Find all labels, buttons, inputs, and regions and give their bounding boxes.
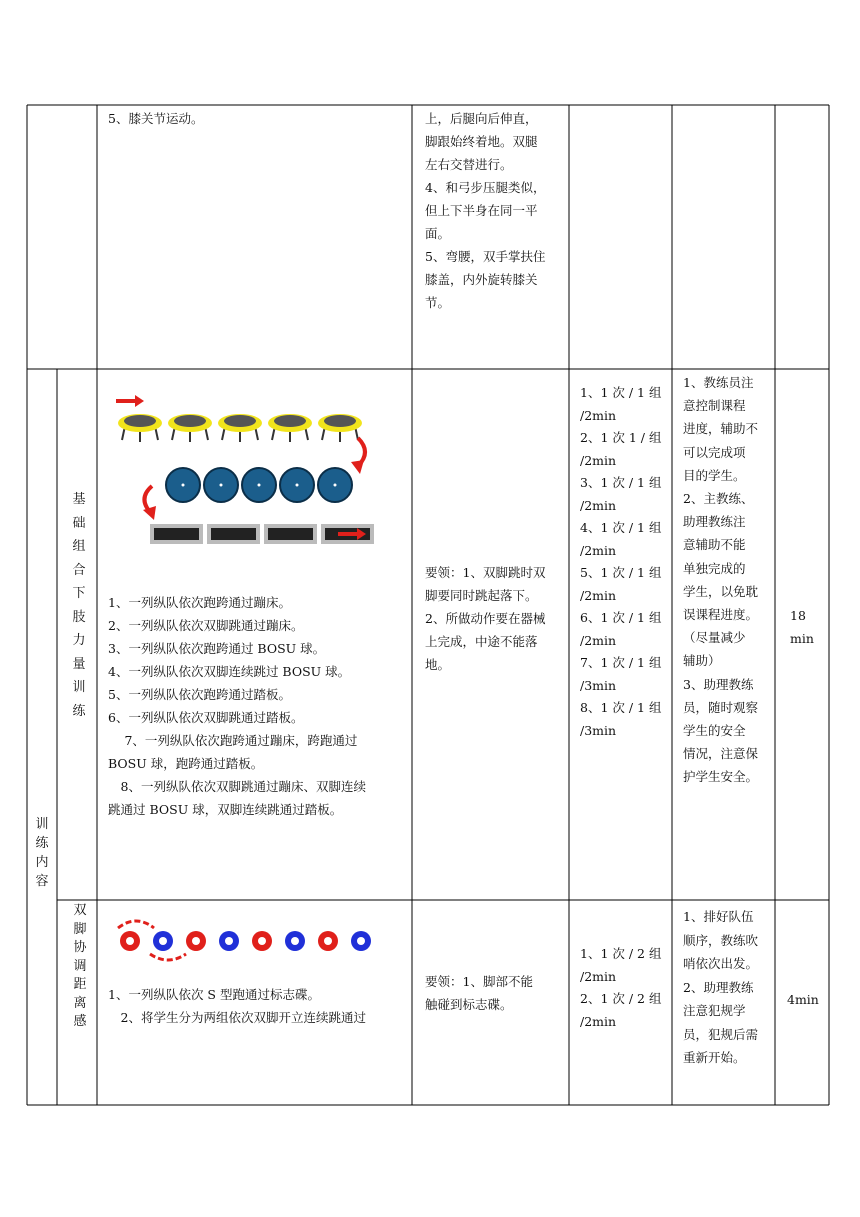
text-line: 目的学生。 [683,467,746,483]
label-char: 肢 [72,609,86,625]
marker-cone-icon [252,931,272,951]
label-char: 量 [72,656,86,672]
text-line: /2min [580,497,617,513]
label-char: 础 [72,515,86,531]
row3-content [108,983,366,1029]
text-line: 跳通过 BOSU 球，双脚连续跳通过踏板。 [108,802,343,817]
bosu-ball-icon [280,468,314,502]
text-line: BOSU 球，跑跨通过踏板。 [108,756,264,771]
text-line: （尽量减少 [683,630,746,646]
text-line: 8、一列纵队依次双脚跳通过蹦床、双脚连续 [108,779,366,794]
marker-cone-icon [318,931,338,951]
trampoline-icon [218,414,262,442]
text-line: 护学生安全。 [683,769,759,785]
bosu-ball-icon [204,468,238,502]
text-line: 2、所做动作要在器械 [425,611,546,626]
text-line: 2、一列纵队依次双脚跳通过蹦床。 [108,618,304,633]
text-line: 3、一列纵队依次跑跨通过 BOSU 球。 [108,641,326,656]
text-line: 5、弯腰，双手掌扶住 [425,249,546,264]
text-line: 节。 [425,295,451,310]
text-line: 触碰到标志碟。 [425,997,513,1012]
label-char: 内 [35,855,49,870]
text-line: 上，后腿向后伸直， [425,111,538,126]
section-label [32,815,52,891]
text-line: 学生的安全 [683,723,746,739]
marker-cone-icon [285,931,305,951]
label-char: 力 [72,633,86,648]
text-line: 4、1 次 / 1 组 [580,520,662,535]
text-line: /3min [580,677,617,693]
step-board-icon [150,524,203,544]
text-line: 单独完成的 [683,560,746,576]
step-board-icon [207,524,260,544]
row3-time: 4min [787,992,819,1007]
curve-arrow-icon [118,921,154,928]
trampoline-icon [168,414,212,442]
text-line: 脚跟始终着地。双腿 [425,134,538,149]
label-char: 训 [35,817,49,832]
text-line: 意辅助不能 [683,537,746,553]
text-line: 情况，注意保 [683,746,759,762]
text-line: /3min [580,722,617,738]
arrow-right-icon [116,395,144,407]
label-char: 协 [73,940,87,955]
curve-arrow-icon [150,954,186,960]
text-line: 脚要同时跳起落下。 [425,588,538,603]
text-line: 5、1 次 / 1 组 [580,565,662,580]
text-line: /2min [580,968,617,984]
label-char: 容 [35,874,49,889]
text-line: 2、1 次 / 2 组 [580,991,662,1006]
text-line: 但上下半身在同一平 [425,203,538,218]
text-line: 2、助理教练 [683,979,754,995]
row3-sub-label [70,902,90,1032]
text-line: 2、将学生分为两组依次双脚开立连续跳通过 [108,1010,366,1025]
text-line: 助理教练注 [683,514,746,530]
label-char: 脚 [73,921,87,937]
text-line: 6、一列纵队依次双脚跳通过踏板。 [108,710,304,725]
row2-content [108,591,366,821]
marker-cone-icon [351,931,371,951]
text-line: 学生，以免耽 [683,583,759,599]
text-line: 4、和弓步压腿类似， [425,180,546,195]
text-line: 地。 [425,657,451,672]
text-line: 意控制课程 [683,398,746,414]
row2-sub-label [69,488,89,723]
marker-cone-icon [186,931,206,951]
text-line: /2min [580,632,617,648]
bosu-ball-icon [242,468,276,502]
text-line: 2、1 次 1 / 组 [580,430,662,445]
label-char: 练 [72,703,86,719]
trampoline-icon [268,414,312,442]
text-line: 辅助） [683,653,721,669]
marker-cone-icon [219,931,239,951]
text-line: 1、一列纵队依次跑跨通过蹦床。 [108,595,291,610]
text-line: 员，随时观察 [683,699,759,715]
text-line: /2min [580,587,617,603]
text-line: 5、一列纵队依次跑跨通过踏板。 [108,687,291,702]
label-char: 感 [73,1014,87,1029]
row3-method [425,970,533,1016]
text-line: 注意犯规学 [683,1003,746,1018]
text-line: 误课程进度。 [683,607,759,623]
trampoline-icon [318,414,362,442]
text-line: 7、一列纵队依次跑跨通过蹦床，跨跑通过 [108,733,358,748]
trampoline-icon [118,414,162,442]
text-line: 可以完成项 [683,444,746,460]
step-board-icon [264,524,317,544]
label-char: 双 [73,903,87,918]
label-char: 离 [73,995,87,1011]
text-line: 1、1 次 / 2 组 [580,946,662,961]
label-char: 训 [72,680,86,695]
row2-notes [683,371,758,789]
text-line: 哨依次出发。 [683,956,759,971]
text-line: /2min [580,1013,617,1029]
text-line: /2min [580,452,617,468]
text-line: /2min [580,407,617,423]
label-char: 下 [72,586,86,601]
text-line: 2、主教练、 [683,491,754,507]
text-line: 8、1 次 / 1 组 [580,700,662,715]
text-line: 1、1 次 / 1 组 [580,385,662,400]
text-line: 员，犯规后需 [683,1026,759,1042]
text-line: 18 [790,608,806,623]
label-char: 组 [72,539,86,554]
row2-method [425,561,545,676]
text-line: 3、1 次 / 1 组 [580,475,662,490]
text-line: 膝盖，内外旋转膝关 [425,272,538,287]
text-line: 面。 [425,226,451,241]
label-char: 调 [73,958,87,974]
marker-cone-icon [120,931,140,951]
text-line: 7、1 次 / 1 组 [580,655,662,670]
bosu-ball-icon [166,468,200,502]
text-line: 要领：1、脚部不能 [425,974,533,989]
label-char: 合 [72,562,86,578]
marker-cone-icon [153,931,173,951]
row3-load [580,943,661,1033]
row2-time [790,604,814,650]
text-line: 进度，辅助不 [683,421,759,437]
equipment-diagram [108,390,378,550]
row2-load [580,382,661,742]
label-char: 基 [72,492,86,507]
label-char: 距 [73,977,87,992]
text-line: 重新开始。 [683,1050,746,1065]
text-line: 1、一列纵队依次 S 型跑通过标志碟。 [108,987,320,1002]
text-line: 1、教练员注 [683,375,754,390]
row1-method [425,107,545,314]
text-line: min [790,631,814,646]
row1-content: 5、膝关节运动。 [108,111,204,126]
text-line: 左右交替进行。 [425,157,513,172]
text-line: 6、1 次 / 1 组 [580,610,662,625]
cone-diagram [108,910,388,970]
text-line: 顺序，教练吹 [683,932,759,948]
text-line: 上完成，中途不能落 [425,634,538,649]
text-line: /2min [580,542,617,558]
text-line: 3、助理教练 [683,676,754,692]
bosu-ball-icon [318,468,352,502]
text-line: 要领：1、双脚跳时双 [425,565,546,580]
text-line: 1、排好队伍 [683,909,754,924]
label-char: 练 [35,836,49,851]
text-line: 4、一列纵队依次双脚连续跳过 BOSU 球。 [108,664,351,679]
row3-notes [683,905,758,1070]
